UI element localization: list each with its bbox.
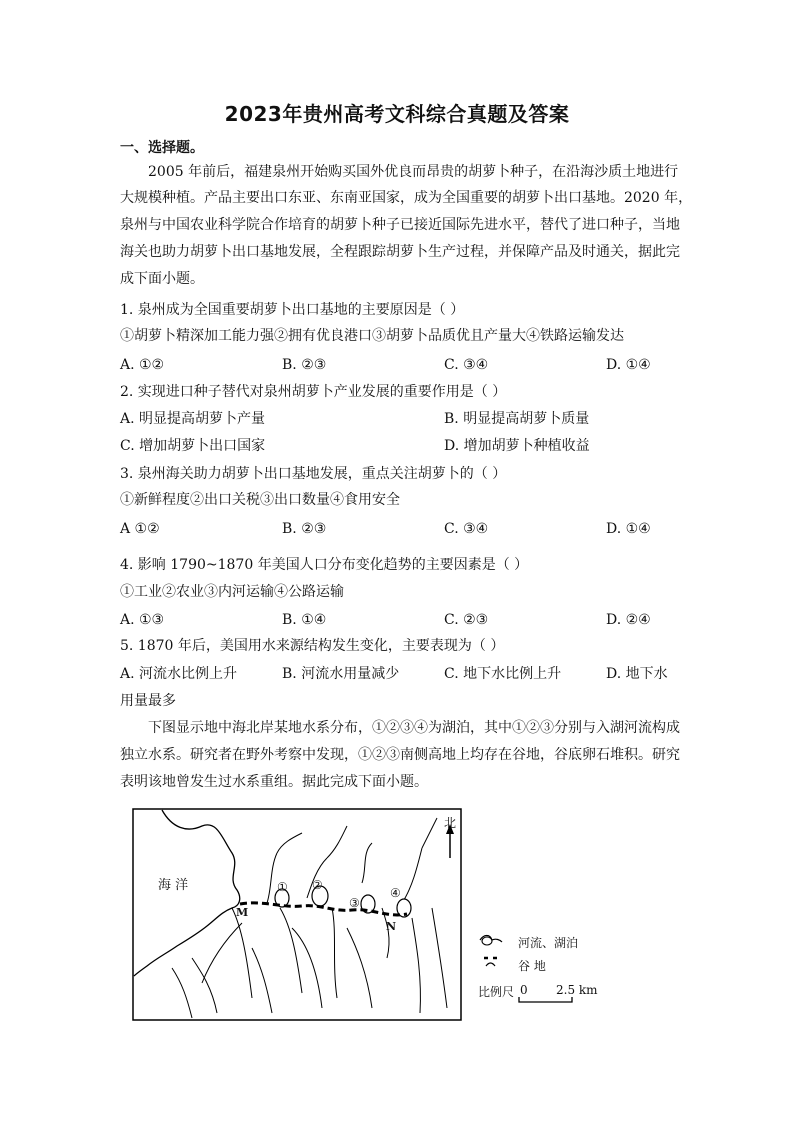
section-heading: 一、选择题。	[120, 140, 204, 156]
question-5-option-d-continued: 用量最多	[120, 693, 176, 709]
question-1-option-a[interactable]: A. ①②	[120, 357, 165, 373]
ocean-label: 海 洋	[158, 878, 189, 893]
question-3-option-a[interactable]: A ①②	[120, 521, 160, 537]
passage2-line: 表明该地曾发生过水系重组。据此完成下面小题。	[120, 774, 428, 790]
question-1-option-c[interactable]: C. ③④	[444, 357, 489, 373]
question-4-option-c[interactable]: C. ②③	[444, 612, 489, 628]
legend-river-label: 河流、湖泊	[518, 936, 579, 950]
passage1-line: 泉州与中国农业科学院合作培育的胡萝卜种子已接近国际先进水平，替代了进口种子，当地	[120, 217, 680, 233]
question-3-option-d[interactable]: D. ①④	[606, 521, 651, 537]
question-1-option-d[interactable]: D. ①④	[606, 357, 651, 373]
question-3-stem: 3. 泉州海关助力胡萝卜出口基地发展，重点关注胡萝卜的（ ）	[120, 466, 507, 482]
scale-zero: 0	[520, 983, 528, 997]
question-5-stem: 5. 1870 年后，美国用水来源结构发生变化，主要表现为（ ）	[120, 638, 505, 654]
question-3-option-c[interactable]: C. ③④	[444, 521, 489, 537]
question-3-option-b[interactable]: B. ②③	[282, 521, 327, 537]
legend-symbols	[478, 932, 504, 972]
point-n-label: N	[386, 920, 397, 933]
question-2-option-d[interactable]: D. 增加胡萝卜种植收益	[444, 438, 590, 454]
water-system-map	[132, 808, 462, 1021]
passage1-line: 大规模种植。产品主要出口东亚、东南亚国家，成为全国重要的胡萝卜出口基地。2020 年，	[120, 190, 693, 206]
map-drawing	[132, 808, 462, 1021]
scale-bar	[518, 996, 582, 1004]
passage2-line: 独立水系。研究者在野外考察中发现，①②③南侧高地上均存在谷地，谷底卵石堆积。研究	[120, 747, 680, 763]
question-5-option-c[interactable]: C. 地下水比例上升	[444, 666, 562, 682]
question-5-option-a[interactable]: A. 河流水比例上升	[120, 666, 238, 682]
question-4-option-d[interactable]: D. ②④	[606, 612, 651, 628]
north-label: 北	[444, 816, 457, 830]
question-2-option-b[interactable]: B. 明显提高胡萝卜质量	[444, 411, 590, 427]
lake-4-label: ④	[390, 886, 401, 900]
question-5-option-d[interactable]: D. 地下水	[606, 666, 668, 682]
question-4-items: ①工业②农业③内河运输④公路运输	[120, 584, 344, 600]
scale-title: 比例尺	[478, 985, 515, 999]
question-2-option-c[interactable]: C. 增加胡萝卜出口国家	[120, 438, 266, 454]
scale-value: 2.5 km	[556, 983, 598, 997]
page-title: 2023年贵州高考文科综合真题及答案	[224, 102, 570, 126]
question-4-option-b[interactable]: B. ①④	[282, 612, 327, 628]
point-m-label: M	[236, 906, 249, 919]
legend-valley-label: 谷 地	[518, 959, 546, 973]
question-2-option-a[interactable]: A. 明显提高胡萝卜产量	[120, 411, 266, 427]
question-5-option-b[interactable]: B. 河流水用量减少	[282, 666, 400, 682]
lake-3-label: ③	[349, 896, 360, 910]
lake-2-label: ②	[312, 878, 323, 892]
passage1-line: 2005 年前后，福建泉州开始购买国外优良而昂贵的胡萝卜种子，在沿海沙质土地进行	[148, 164, 679, 180]
lake-1-label: ①	[277, 880, 288, 894]
question-1-option-b[interactable]: B. ②③	[282, 357, 327, 373]
question-1-stem: 1. 泉州成为全国重要胡萝卜出口基地的主要原因是（ ）	[120, 302, 465, 318]
passage1-line: 成下面小题。	[120, 271, 204, 287]
question-1-items: ①胡萝卜精深加工能力强②拥有优良港口③胡萝卜品质优且产量大④铁路运输发达	[120, 328, 624, 344]
question-2-stem: 2. 实现进口种子替代对泉州胡萝卜产业发展的重要作用是（ ）	[120, 384, 507, 400]
passage1-line: 海关也助力胡萝卜出口基地发展，全程跟踪胡萝卜生产过程，并保障产品及时通关，据此完	[120, 244, 680, 260]
question-3-items: ①新鲜程度②出口关税③出口数量④食用安全	[120, 492, 400, 508]
passage2-line: 下图显示地中海北岸某地水系分布，①②③④为湖泊，其中①②③分别与入湖河流构成	[148, 720, 680, 736]
question-4-option-a[interactable]: A. ①③	[120, 612, 165, 628]
question-4-stem: 4. 影响 1790~1870 年美国人口分布变化趋势的主要因素是（ ）	[120, 557, 529, 573]
